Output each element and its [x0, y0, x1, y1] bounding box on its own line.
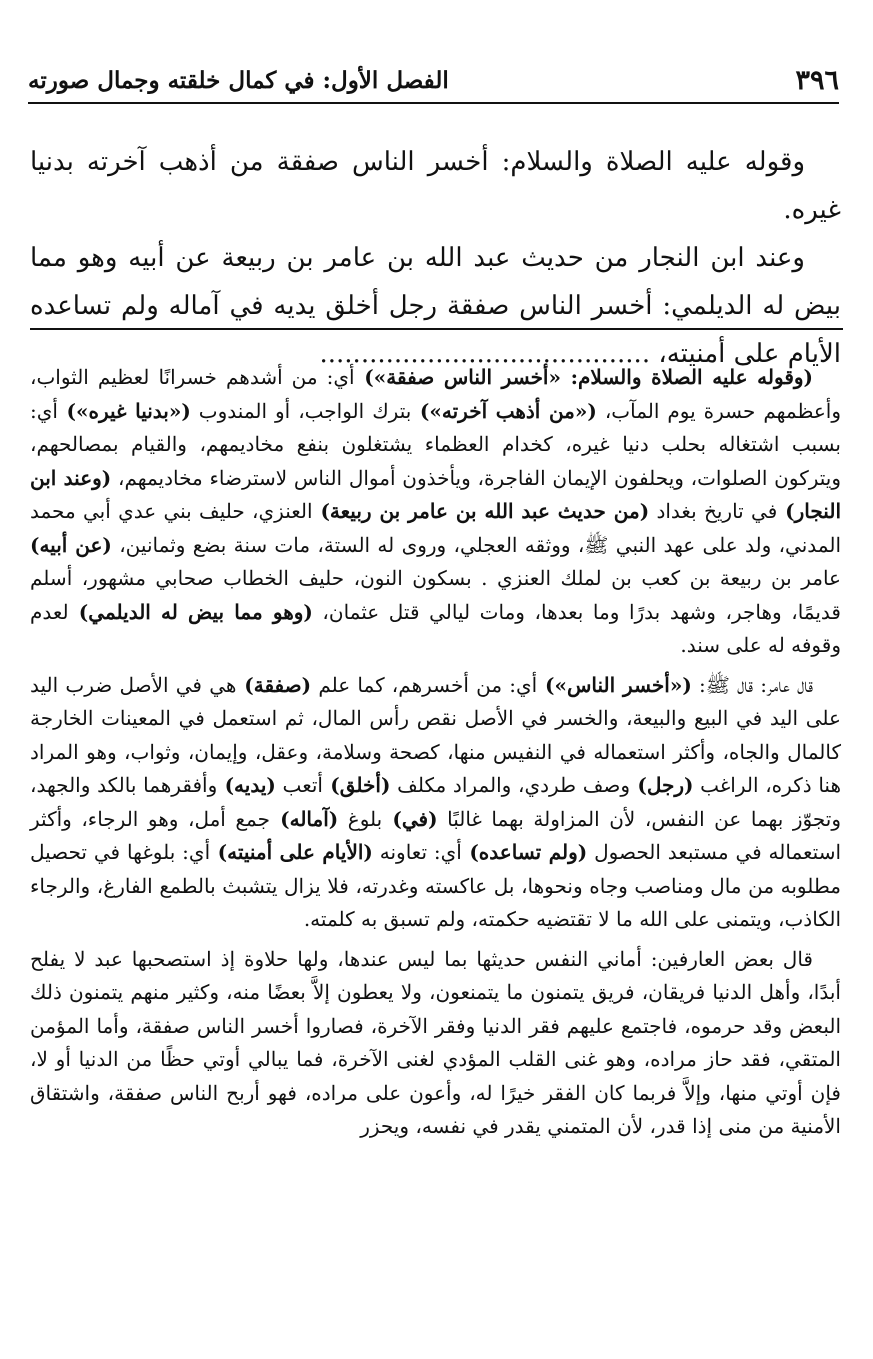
separator-rule: [30, 328, 843, 330]
bold-quote-run: (عن أبيه): [30, 532, 112, 557]
bold-quote-run: (ولم تساعده): [461, 840, 588, 864]
text-run: وأفقرهما بالكد والجهد، وتجوّز بهما عن النفس، لأن المزاولة بهما غالبًا: [30, 773, 842, 831]
text-run: أي: من أخسرهم، كما علم: [311, 672, 538, 697]
bold-quote-run: (وعند ابن النجار): [30, 465, 841, 523]
commentary-paragraph-3: قال بعض العارفين: أماني النفس حديثها بما ليس عندها، ولها حلاوة إذ استصحبها عبد لا يفلح أبدًا، وأهل الدنيا فريقان، فريق يتمنون ما يتمنعون، ولا يعطون إلاَّ بعضًا منه، وكثير منهم يتمنون ذلك البعض وقد حرموه، فاجتمع عليهم فقر الدنيا وفقر الآخرة، فصاروا أخسر الناس صفقة، وأما المؤمن المتقي، فقد حاز مراده، وهو غنى القلب المؤدي لغنى الآخرة، فما يبالي أوتي حظًا من الدنيا أو لا، فإن أوتي منها، وإلاَّ فربما كان الفقر خيرًا له، وأعون على مراده، فهو أربح الناس صفقة، واشتقاق الأمنية من منى إذا قدر، لأن المتمني يقدر في نفسه، ويحزر: [30, 946, 841, 1138]
bold-quote-run: («بدنيا غيره»): [57, 398, 191, 423]
bold-quote-run: (أخلق): [322, 773, 391, 797]
bold-quote-run: (آماله): [269, 806, 339, 831]
bold-quote-run: (رجل): [630, 773, 694, 797]
text-run: بترك الواجب، أو المندوب: [190, 398, 412, 423]
bold-quote-run: (الأيام على أمنيته): [210, 840, 373, 864]
commentary-paragraph-1: [30, 361, 841, 663]
text-run: عامر بن ربيعة بن كعب بن لملك العنزي . بسكون النون، حليف الخطاب صحابي مشهور، أسلم قديمًا، وهاجر، وشهد بدرًا وما بعدها، ومات ليالي قتل عثمان،: [30, 566, 841, 624]
hadith-paragraph-2: وعند ابن النجار من حديث عبد الله بن عامر بن ربيعة عن أبيه وهو مما بيض له الديلمي: أخسر الناس صفقة رجل أخلق يديه في آماله ولم تساعده الأيام على أمنيته، ........................................: [30, 243, 841, 369]
text-run: أتعب: [275, 773, 323, 797]
bold-quote-run: (وهو مما بيض له الديلمي): [68, 599, 313, 624]
bold-quote-run: (وقوله عليه الصلاة والسلام: «أخسر الناس صفقة»): [354, 365, 814, 389]
text-run: هي في الأصل ضرب اليد على اليد في البيع والبيعة، والخسر في الأصل نقص رأس المال، ثم استعمل في المعينات الخارجة كالمال والجاه، وأكثر استعماله في النفيس منها، كصحة وسلامة، وعقل، وإيمان، وثواب، وهو المراد هنا ذكره، الراغب: [30, 672, 842, 797]
bold-quote-run: («من أذهب آخرته»): [411, 398, 597, 423]
text-run: جمع أمل، وهو الرجاء، وأكثر استعماله في مستبعد الحصول: [30, 806, 842, 864]
text-run: العنزي، حليف بني عدي أبي محمد المدني، ولد على عهد النبي ﷺ، ووثقه العجلي، وروى له الستة، مات سنة بضع وثمانين،: [30, 499, 841, 557]
bold-quote-run: (في): [382, 806, 438, 831]
text-run: أي: من أشدهم خسرانًا لعظيم الثواب، وأعظمهم حسرة يوم المآب،: [30, 365, 842, 423]
text-run: أي: بسبب اشتغاله بحلب دنيا غيره، كخدام العظماء يشتغلون بنفع مخاديمهم، والقيام بمصالحهم، ويتركون الصلوات، ويحلفون الإيمان الفاجرة، ويأخذون أموال الناس لاسترضاء مخاديمهم،: [30, 398, 842, 490]
text-run: وصف طردي، والمراد مكلف: [390, 773, 631, 797]
commentary-paragraph-2: [30, 669, 841, 937]
text-run: لعدم وقوفه له على سند.: [30, 599, 841, 657]
text-run: بلوغ: [338, 806, 383, 831]
hadith-text: [30, 138, 841, 378]
text-run: أي: تعاونه: [372, 840, 462, 864]
bold-quote-run: (من حديث عبد الله بن عامر بن ربيعة): [312, 499, 650, 523]
commentary-text: [30, 361, 841, 1150]
text-run: قال عامر: قال ﷺ:: [691, 672, 814, 697]
chapter-title: الفصل الأول: في كمال خلقته وجمال صورته: [28, 66, 449, 94]
bold-quote-run: («أخسر الناس»): [537, 672, 692, 697]
page-number: ٣٩٦: [795, 64, 839, 96]
running-header: [28, 58, 839, 104]
bold-quote-run: (يديه): [217, 773, 276, 797]
text-run: أي: بلوغها في تحصيل مطلوبه من مال ومناصب وجاه ونحوها، بل عاكسته وغدرته، فلا يزال يتشبث بالطمع الفارغ، والرجاء الكاذب، ويتمنى على الله ما لا تقتضيه حكمته، ولم تسبق به كلمته.: [30, 840, 841, 931]
bold-quote-run: (صفقة): [236, 672, 312, 697]
hadith-paragraph-1: وقوله عليه الصلاة والسلام: أخسر الناس صفقة من أذهب آخرته بدنيا غيره.: [30, 147, 841, 225]
text-run: في تاريخ بغداد: [649, 499, 778, 523]
